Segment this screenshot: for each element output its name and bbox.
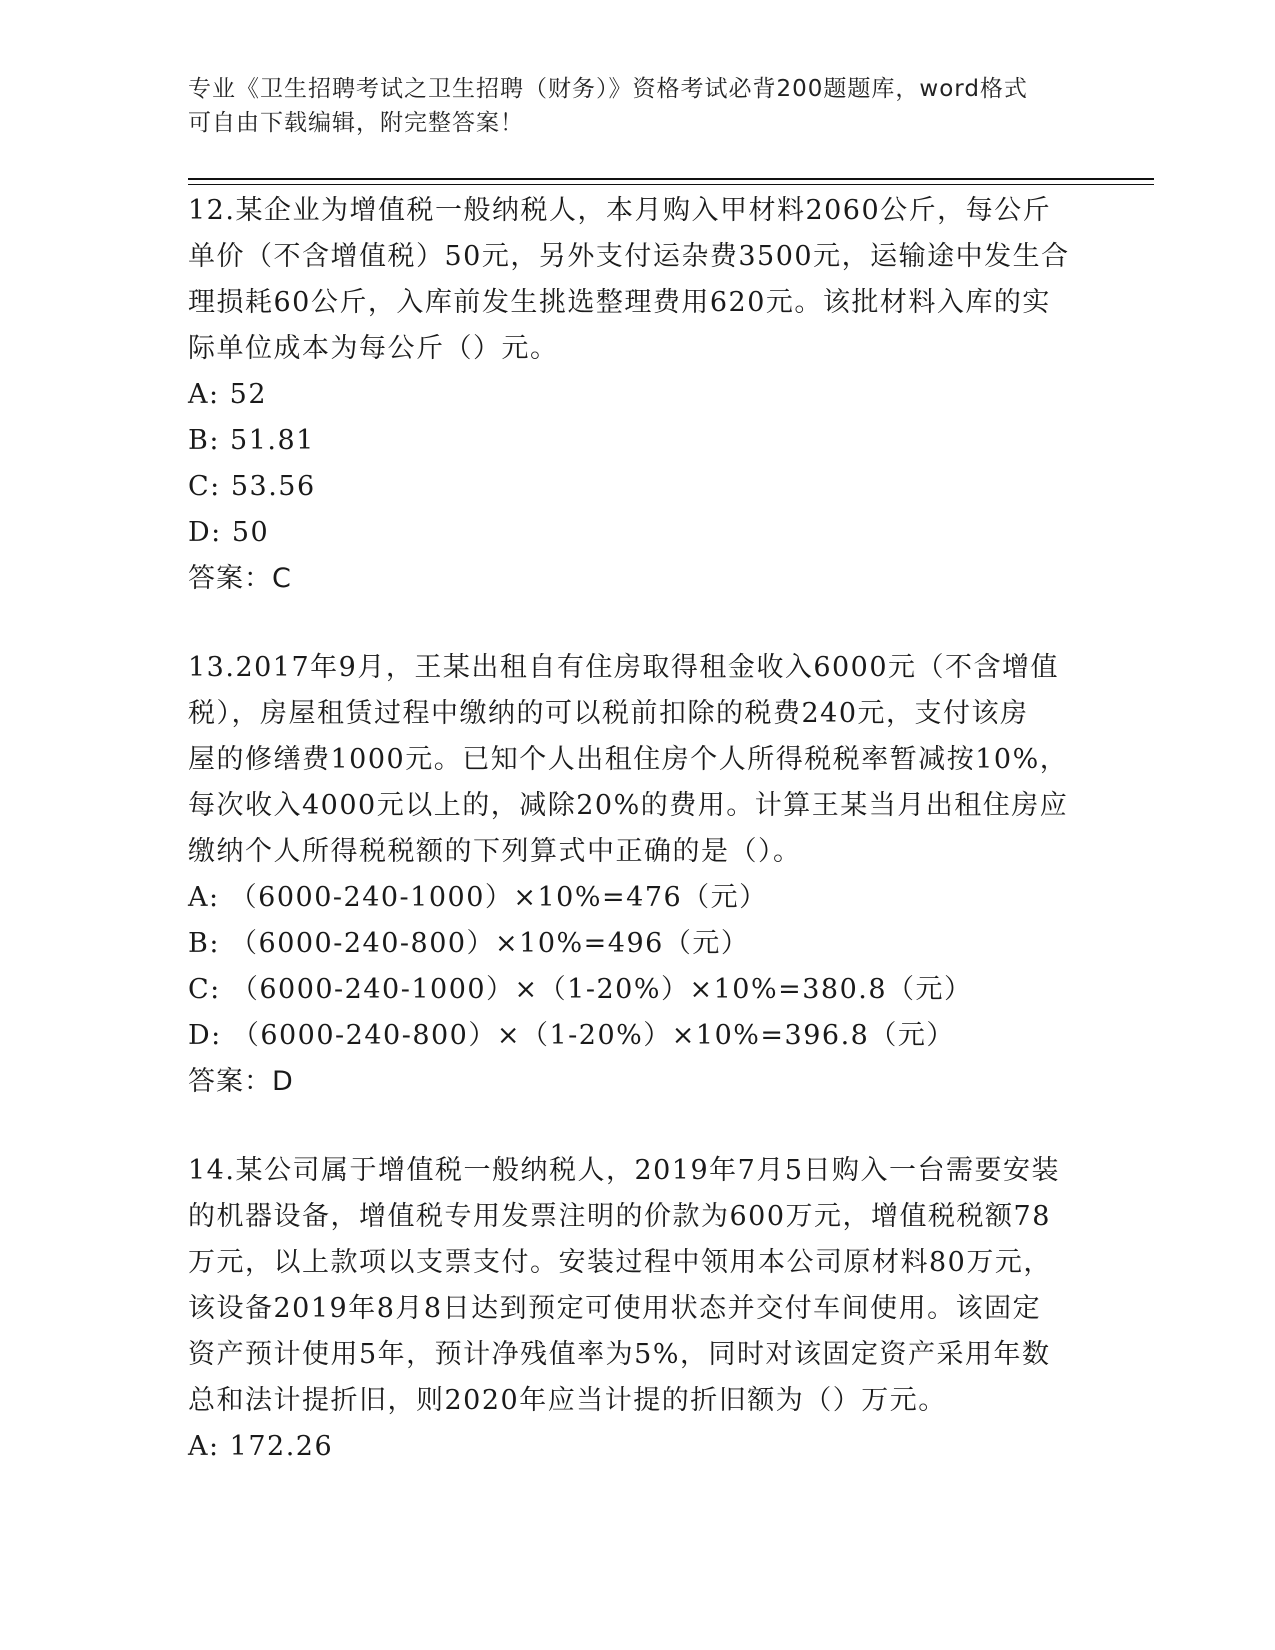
answer-label: 答案：D: [188, 1066, 294, 1097]
question-13: [188, 645, 1078, 1105]
answer-label: 答案：C: [188, 563, 292, 594]
question-text-line: 14.某公司属于增值税一般纳税人，2019年7月5日购入一台需要安装: [188, 1155, 1061, 1186]
question-text-line: 缴纳个人所得税税额的下列算式中正确的是（）。: [188, 836, 802, 867]
question-text-line: 理损耗60公斤，入库前发生挑选整理费用620元。该批材料入库的实: [188, 287, 1051, 318]
option-b: B: 51.81: [188, 425, 315, 456]
option-a: A: （6000-240-1000）×10%=476（元）: [188, 882, 768, 913]
option-a: A: 52: [188, 379, 268, 410]
question-text-line: 万元，以上款项以支票支付。安装过程中领用本公司原材料80万元，: [188, 1247, 1052, 1278]
option-a: A: 172.26: [188, 1431, 334, 1462]
option-d: D: 50: [188, 517, 270, 548]
header-line-2: 可自由下载编辑，附完整答案！: [188, 110, 524, 136]
header-divider-thick: [188, 178, 1154, 180]
option-c: C: （6000-240-1000）×（1-20%）×10%=380.8（元）: [188, 974, 973, 1005]
header-line-1: 专业《卫生招聘考试之卫生招聘（财务）》资格考试必背200题题库，word格式: [188, 76, 1028, 102]
question-text-line: 税），房屋租赁过程中缴纳的可以税前扣除的税费240元，支付该房: [188, 698, 1029, 729]
question-text-line: 资产预计使用5年，预计净残值率为5%，同时对该固定资产采用年数: [188, 1339, 1051, 1370]
header-divider-thin: [188, 184, 1154, 185]
question-text-line: 单价（不含增值税）50元，另外支付运杂费3500元，运输途中发生合: [188, 241, 1070, 272]
question-text-line: 该设备2019年8月8日达到预定可使用状态并交付车间使用。该固定: [188, 1293, 1042, 1324]
question-12: [188, 188, 1078, 602]
question-text-line: 屋的修缮费1000元。已知个人出租住房个人所得税税率暂减按10%，: [188, 744, 1069, 775]
document-header: [188, 72, 1088, 140]
question-text-line: 12.某企业为增值税一般纳税人，本月购入甲材料2060公斤，每公斤: [188, 195, 1052, 226]
question-14: [188, 1148, 1078, 1470]
question-text-line: 的机器设备，增值税专用发票注明的价款为600万元，增值税税额78: [188, 1201, 1051, 1232]
question-text-line: 际单位成本为每公斤（）元。: [188, 333, 559, 364]
question-text-line: 13.2017年9月，王某出租自有住房取得租金收入6000元（不含增值: [188, 652, 1060, 683]
question-text-line: 总和法计提折旧，则2020年应当计提的折旧额为（）万元。: [188, 1385, 947, 1416]
option-c: C: 53.56: [188, 471, 316, 502]
question-text-line: 每次收入4000元以上的，减除20%的费用。计算王某当月出租住房应: [188, 790, 1069, 821]
option-d: D: （6000-240-800）×（1-20%）×10%=396.8（元）: [188, 1020, 955, 1051]
option-b: B: （6000-240-800）×10%=496（元）: [188, 928, 750, 959]
